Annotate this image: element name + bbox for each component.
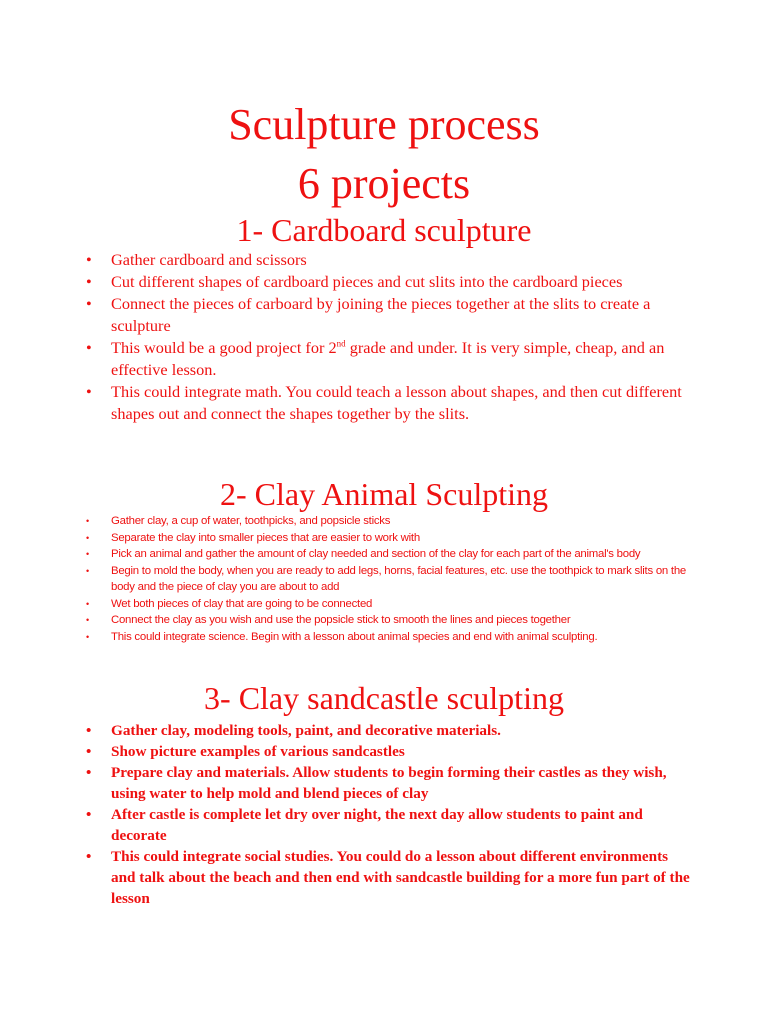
list-item-text-part: grade and under. It is very simple, cheap, and an effective lesson. <box>111 338 665 379</box>
bullet-icon: • <box>86 743 92 760</box>
document-title-line-1: Sculpture process <box>228 100 540 149</box>
list-item <box>86 293 696 337</box>
list-item <box>86 337 696 381</box>
list-item-text: Gather clay, a cup of water, toothpicks, and popsicle sticks <box>111 515 391 527</box>
list-item-text: Begin to mold the body, when you are ready to add legs, horns, facial features, etc. use the toothpick to mark slits on the body and the piece of clay you are about to add <box>111 564 686 593</box>
bullet-icon: • <box>86 272 92 291</box>
list-item <box>86 720 696 741</box>
list-item <box>86 381 696 425</box>
list-item <box>86 530 696 547</box>
bullet-icon: • <box>86 294 92 313</box>
bullet-icon: • <box>86 338 92 357</box>
list-item <box>86 249 696 271</box>
bullet-icon: • <box>86 516 89 526</box>
list-item <box>86 629 696 646</box>
document-title-line-2: 6 projects <box>297 159 471 208</box>
bullet-icon: • <box>86 532 89 543</box>
list-item <box>86 546 696 563</box>
list-item-text: Prepare clay and materials. Allow students to begin forming their castles as they wish, using water to help mold and blend pieces of clay <box>111 764 667 802</box>
list-item-text: Connect the clay as you wish and use the popsicle stick to smooth the lines and pieces together <box>111 614 571 626</box>
list-item-text: Connect the pieces of carboard by joining the pieces together at the slits to create a sculpture <box>111 294 651 335</box>
list-item-text: Separate the clay into smaller pieces that are easier to work with <box>111 531 420 544</box>
list-item-text: Cut different shapes of cardboard pieces and cut slits into the cardboard pieces <box>111 272 623 291</box>
list-item-text: Gather clay, modeling tools, paint, and decorative materials. <box>111 722 501 739</box>
list-item <box>86 804 696 846</box>
list-item-text-part: This would be a good project for 2 <box>111 338 337 357</box>
list-item <box>86 846 696 909</box>
bullet-icon: • <box>86 631 89 642</box>
list-item <box>86 271 696 293</box>
bullet-icon: • <box>86 382 92 401</box>
section-heading-clay-animal: 2- Clay Animal Sculpting <box>220 476 548 512</box>
clay-sandcastle-steps-list <box>86 720 696 909</box>
bullet-icon: • <box>86 764 92 781</box>
list-item <box>86 563 696 596</box>
list-item <box>86 513 696 530</box>
list-item-text: This could integrate science. Begin with a lesson about animal species and end with animal sculpting. <box>111 630 598 643</box>
bullet-icon: • <box>86 615 89 625</box>
list-item <box>86 762 696 804</box>
list-item-text: Gather cardboard and scissors <box>111 250 307 269</box>
clay-animal-steps-list <box>86 513 696 645</box>
bullet-icon: • <box>86 565 89 576</box>
section-heading-cardboard: 1- Cardboard sculpture <box>236 212 532 248</box>
list-item <box>86 596 696 613</box>
ordinal-superscript: nd <box>336 338 346 349</box>
section-heading-clay-sandcastle: 3- Clay sandcastle sculpting <box>204 680 564 716</box>
bullet-icon: • <box>86 848 92 865</box>
bullet-icon: • <box>86 598 89 609</box>
list-item-text: Show picture examples of various sandcastles <box>111 743 405 760</box>
list-item <box>86 612 696 629</box>
list-item <box>86 741 696 762</box>
list-item-text: This could integrate math. You could teach a lesson about shapes, and then cut different shapes out and connect the shapes together by the slits. <box>111 382 682 423</box>
bullet-icon: • <box>86 722 92 739</box>
list-item-text: This could integrate social studies. You could do a lesson about different environments and talk about the beach and then end with sandcastle building for a more fun part of the lesson <box>111 848 690 907</box>
bullet-icon: • <box>86 806 92 823</box>
list-item-text: After castle is complete let dry over night, the next day allow students to paint and decorate <box>111 806 643 844</box>
cardboard-steps-list <box>86 249 696 425</box>
list-item-text: Pick an animal and gather the amount of clay needed and section of the clay for each part of the animal's body <box>111 548 641 560</box>
list-item-text: Wet both pieces of clay that are going to be connected <box>111 597 373 610</box>
bullet-icon: • <box>86 250 92 269</box>
bullet-icon: • <box>86 549 89 559</box>
